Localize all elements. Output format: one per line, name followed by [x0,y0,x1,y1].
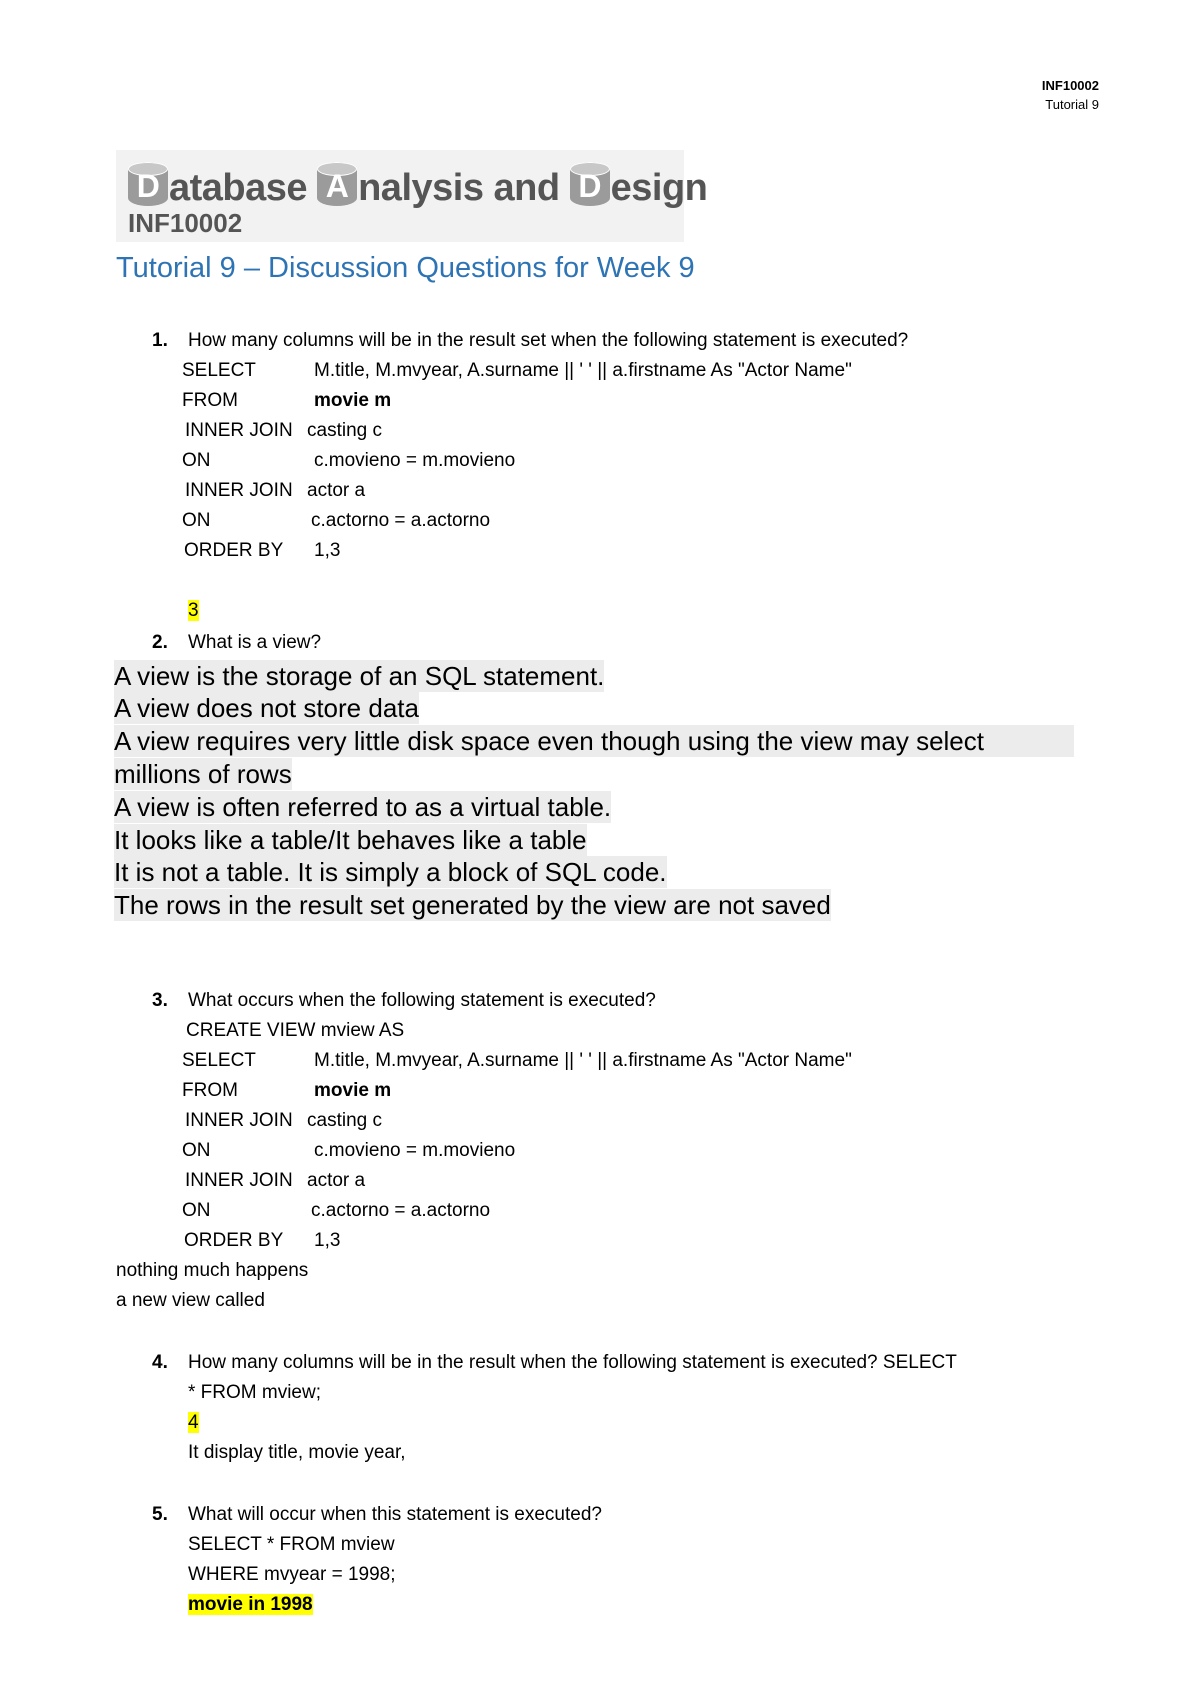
sql-keyword: ORDER BY [184,1230,284,1251]
sql-value: casting c [307,420,382,441]
sql-value: 1,3 [314,540,341,561]
sql-keyword: ON [182,510,211,531]
q1-answer: 3 [188,600,199,621]
q2-answer-line: millions of rows [114,759,292,789]
sql-keyword: ORDER BY [184,540,284,561]
q2-answer-line: It looks like a table/It behaves like a table [114,825,587,855]
question-number: 2. [152,632,168,653]
sql-keyword: SELECT [182,1050,256,1071]
sql-keyword: ON [182,450,211,471]
q2-answer-line: A view does not store data [114,693,419,723]
answer-highlight [188,600,199,622]
sql-keyword: INNER JOIN [185,480,293,501]
q5-answer: movie in 1998 [188,1594,313,1615]
answer-highlight [188,1412,199,1434]
sql-keyword: ON [182,1140,211,1161]
q3-answer-line: nothing much happens [116,1260,309,1281]
q4-answer: 4 [188,1412,199,1433]
sql-value: actor a [307,480,366,501]
answer-highlight [188,1594,313,1616]
question-number: 5. [152,1504,168,1525]
sql-value: actor a [307,1170,366,1191]
q4-note: It display title, movie year, [188,1442,406,1463]
question-4-text-continued: * FROM mview; [188,1382,321,1403]
q2-answer-line: A view is often referred to as a virtual table. [114,792,612,822]
question-5-text: What will occur when this statement is executed? [188,1504,602,1525]
sql-line: SELECT * FROM mview [188,1534,395,1555]
sql-value: c.actorno = a.actorno [311,510,491,531]
question-3-text: What occurs when the following statement is executed? [188,990,656,1011]
sql-value: c.movieno = m.movieno [314,450,516,471]
banner-course-code: INF10002 [128,208,243,238]
question-2-text: What is a view? [188,632,322,653]
question-number: 3. [152,990,168,1011]
q2-answer-line: It is not a table. It is simply a block of SQL code. [114,857,667,887]
sql-value: 1,3 [314,1230,341,1251]
q2-answer-line: A view requires very little disk space even though using the view may select [114,725,1074,757]
question-number: 4. [152,1352,168,1373]
question-number: 1. [152,330,168,351]
q3-answer-line: a new view called [116,1290,265,1311]
header-course-code: INF10002 [1041,78,1099,93]
title-part-3: D esign [570,167,708,209]
database-icon: A [317,162,357,206]
question-1 [152,330,168,352]
question-4-text: How many columns will be in the result when the following statement is executed? SELECT [188,1352,957,1373]
title-part-2: A nalysis and [317,167,570,209]
sql-keyword: FROM [182,1080,238,1101]
question-1-text: How many columns will be in the result set when the following statement is executed? [188,330,909,351]
sql-keyword: ON [182,1200,211,1221]
sql-value: c.movieno = m.movieno [314,1140,516,1161]
sql-keyword: FROM [182,390,238,411]
sql-keyword: INNER JOIN [185,420,293,441]
database-icon: D [570,162,610,206]
sql-value: movie m [314,390,392,411]
sql-create: CREATE VIEW mview AS [186,1020,405,1041]
sql-value: movie m [314,1080,392,1101]
sql-value: c.actorno = a.actorno [311,1200,491,1221]
sql-value: M.title, M.mvyear, A.surname || ' ' || a.firstname As "Actor Name" [314,360,852,381]
sql-keyword: SELECT [182,360,256,381]
sql-line: WHERE mvyear = 1998; [188,1564,396,1585]
database-icon: D [128,162,168,206]
q2-answer-line: The rows in the result set generated by the view are not saved [114,890,831,920]
sql-value: M.title, M.mvyear, A.surname || ' ' || a.firstname As "Actor Name" [314,1050,852,1071]
banner-title [128,162,707,210]
page-header [1042,76,1099,114]
header-tutorial: Tutorial 9 [1045,97,1099,112]
sql-keyword: INNER JOIN [185,1110,293,1131]
q2-answer-line: A view is the storage of an SQL statement. [114,661,605,691]
sql-value: casting c [307,1110,382,1131]
page-title: Tutorial 9 – Discussion Questions for Week 9 [116,252,695,284]
sql-keyword: INNER JOIN [185,1170,293,1191]
title-part-1: D atabase [128,167,317,209]
